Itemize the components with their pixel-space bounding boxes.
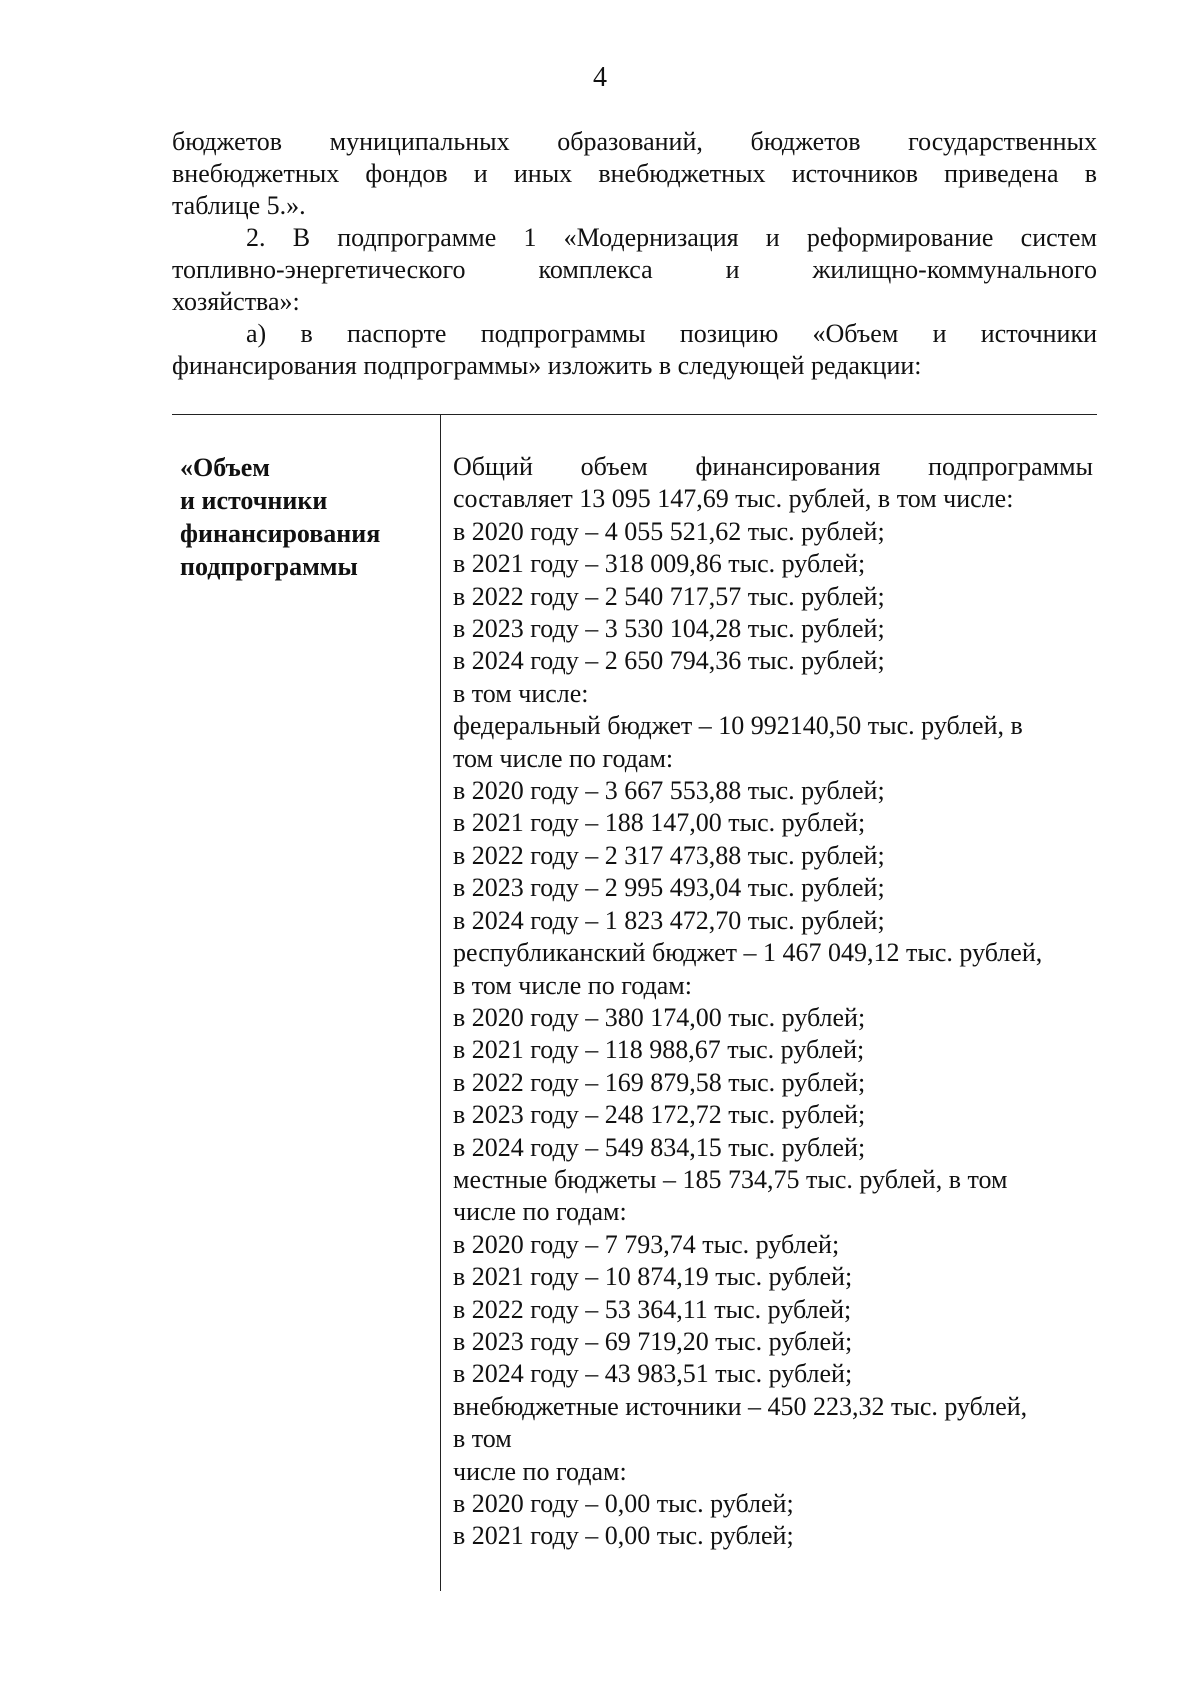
intro-line: финансирования подпрограммы» изложить в следующей редакции: <box>172 351 922 380</box>
page-number: 4 <box>593 62 607 93</box>
intro-line: топливно-энергетического комплекса и жилищно-коммунального <box>172 255 1097 284</box>
value-line: в 2023 году – 2 995 493,04 тыс. рублей; <box>453 873 885 903</box>
passport-label-line: подпрограммы <box>180 552 358 581</box>
value-line: в 2021 году – 318 009,86 тыс. рублей; <box>453 549 866 579</box>
value-line: в 2022 году – 53 364,11 тыс. рублей; <box>453 1294 852 1324</box>
value-line: в 2021 году – 0,00 тыс. рублей; <box>453 1521 794 1551</box>
value-line: в 2021 году – 118 988,67 тыс. рублей; <box>453 1035 865 1065</box>
value-line: в 2020 году – 4 055 521,62 тыс. рублей; <box>453 516 885 546</box>
value-line: в 2022 году – 169 879,58 тыс. рублей; <box>453 1067 866 1097</box>
value-line: в том числе по годам: <box>453 970 692 1000</box>
value-line: в 2020 году – 7 793,74 тыс. рублей; <box>453 1229 840 1259</box>
value-line: в 2020 году – 0,00 тыс. рублей; <box>453 1489 794 1518</box>
value-line: в 2020 году – 380 174,00 тыс. рублей; <box>453 1002 866 1032</box>
value-line: в 2021 году – 188 147,00 тыс. рублей; <box>453 808 866 838</box>
passport-label-cell <box>172 415 440 1591</box>
value-line: в том <box>453 1424 512 1454</box>
intro-line: а) в паспорте подпрограммы позицию «Объем и источники <box>246 319 1097 348</box>
passport-label-line: финансирования <box>180 519 381 548</box>
value-line: в 2023 году – 248 172,72 тыс. рублей; <box>453 1100 866 1130</box>
value-line: в том числе: <box>453 678 589 708</box>
intro-line: таблице 5.». <box>172 191 306 220</box>
intro-line: 2. В подпрограмме 1 «Модернизация и реформирование систем <box>246 223 1097 252</box>
value-line: в 2024 году – 1 823 472,70 тыс. рублей; <box>453 905 885 935</box>
intro-line: внебюджетных фондов и иных внебюджетных источников приведена в <box>172 159 1097 188</box>
passport-row <box>172 415 1097 1591</box>
intro-text <box>172 126 1097 382</box>
value-line: местные бюджеты – 185 734,75 тыс. рублей, в том <box>453 1164 1008 1194</box>
value-line: составляет 13 095 147,69 тыс. рублей, в том числе: <box>453 484 1014 514</box>
value-line: числе по годам: <box>453 1456 627 1486</box>
intro-line: бюджетов муниципальных образований, бюджетов государственных <box>172 127 1097 156</box>
value-line: республиканский бюджет – 1 467 049,12 тыс. рублей, <box>453 938 1043 968</box>
value-line: в 2023 году – 3 530 104,28 тыс. рублей; <box>453 614 885 644</box>
value-line: в 2024 году – 549 834,15 тыс. рублей; <box>453 1132 866 1162</box>
passport-label-line: «Объем <box>180 453 270 482</box>
value-line: в 2023 году – 69 719,20 тыс. рублей; <box>453 1326 853 1356</box>
value-line: в 2024 году – 2 650 794,36 тыс. рублей; <box>453 646 885 676</box>
value-line: Общий объем финансирования подпрограммы <box>453 452 1093 481</box>
value-line: в 2022 году – 2 540 717,57 тыс. рублей; <box>453 581 885 611</box>
value-line: в 2024 году – 43 983,51 тыс. рублей; <box>453 1359 853 1389</box>
passport-value-cell <box>440 415 1097 1591</box>
value-line: в 2021 году – 10 874,19 тыс. рублей; <box>453 1262 853 1292</box>
value-line: том числе по годам: <box>453 743 674 773</box>
value-line: федеральный бюджет – 10 992140,50 тыс. рублей, в <box>453 711 1023 741</box>
value-line: внебюджетные источники – 450 223,32 тыс. рублей, <box>453 1391 1028 1421</box>
value-line: в 2020 году – 3 667 553,88 тыс. рублей; <box>453 776 885 806</box>
passport-table <box>172 414 1097 1591</box>
value-line: числе по годам: <box>453 1197 627 1227</box>
intro-line: хозяйства»: <box>172 287 300 316</box>
value-line: в 2022 году – 2 317 473,88 тыс. рублей; <box>453 840 885 870</box>
passport-label-line: и источники <box>180 486 328 515</box>
